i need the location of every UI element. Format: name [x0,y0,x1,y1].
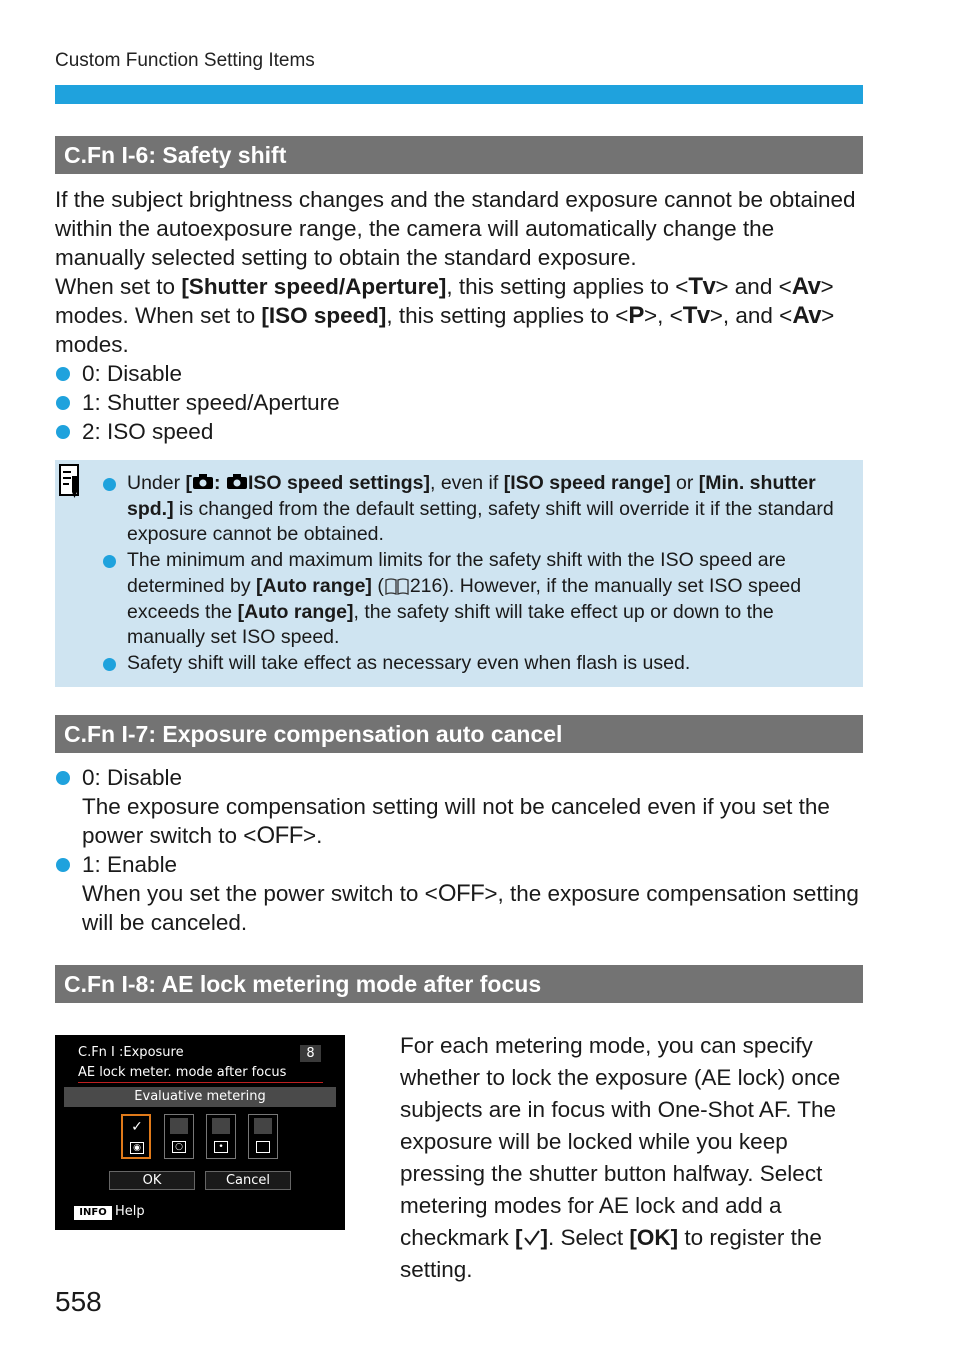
bullet-icon [103,478,116,491]
partial-metering-checkbox[interactable] [164,1114,194,1159]
checkmark-icon [523,1229,541,1247]
page-number: 558 [55,1286,102,1317]
list-item: 0: Disable [55,359,865,388]
spot-metering-checkbox[interactable] [206,1114,236,1159]
section-header-ae-lock-metering: C.Fn I-8: AE lock metering mode after focus [55,965,863,1003]
note-item: Under [ : ISO speed settings], even if [ISO speed range] or [Min. shutter spd.] is changed from the default setting, safety shift will override it if the standard exposure cannot be obtained. [102,471,854,548]
memo-pencil-icon [59,464,81,500]
help-label: Help [115,1204,145,1219]
av-mode-icon: Av [791,273,821,300]
evaluative-metering-icon: ◉ [130,1142,144,1154]
center-weighted-metering-icon [256,1141,270,1153]
book-reference-icon [384,577,410,595]
info-button-icon: INFO [74,1206,112,1220]
safety-shift-description [55,185,865,446]
list-item: 0: Disable The exposure compensation setting will not be canceled even if you set the power switch to <OFF>. [55,763,865,850]
bullet-icon [56,367,70,381]
partial-metering-icon: ○ [172,1141,186,1153]
power-off-icon: OFF [256,822,303,849]
list-item: 1: Enable When you set the power switch to <OFF>, the exposure compensation setting will be canceled. [55,850,865,937]
list-item: 1: Shutter speed/Aperture [55,388,865,417]
ok-button[interactable]: OK [109,1171,195,1190]
checkmark-icon: ✓ [128,1119,146,1135]
screen-title: C.Fn I :Exposure [78,1045,184,1060]
bullet-icon [56,771,70,785]
section-header-exposure-comp-auto-cancel: C.Fn I-7: Exposure compensation auto cancel [55,715,863,753]
screen-subtitle: AE lock meter. mode after focus [78,1065,287,1080]
safety-shift-options [55,359,865,446]
section-header-safety-shift: C.Fn I-6: Safety shift [55,136,863,174]
divider [78,1082,323,1083]
camera-icon [226,474,248,490]
p-mode-icon: P [628,302,644,329]
bullet-icon [56,425,70,439]
power-off-icon: OFF [437,880,485,907]
note-item: The minimum and maximum limits for the safety shift with the ISO speed are determined by [Auto range] ( 216). However, if the manually set ISO speed exceeds the [Auto range], the safety shift will take effect up or down to the manually set ISO speed. [102,548,854,651]
bullet-icon [103,555,116,568]
camera-icon [192,474,214,490]
note-box [55,460,863,687]
running-head: Custom Function Setting Items [55,50,315,71]
camera-menu-screenshot [55,1035,345,1230]
tv-mode-icon: Tv [688,273,716,300]
bullet-icon [56,858,70,872]
tv-mode-icon: Tv [682,302,710,329]
function-number: 8 [300,1045,321,1062]
exposure-comp-options [55,763,865,937]
list-item: 2: ISO speed [55,417,865,446]
evaluative-metering-checkbox[interactable] [121,1114,151,1159]
av-mode-icon: Av [792,302,822,329]
note-item: Safety shift will take effect as necessary even when flash is used. [102,651,854,677]
safety-shift-para2: When set to [Shutter speed/Aperture], this setting applies to <Tv> and <Av> modes. When set to [ISO speed], this setting applies to <P>, <Tv>, and <Av> modes. [55,273,835,357]
safety-shift-para1: If the subject brightness changes and the standard exposure cannot be obtained within the autoexposure range, the camera will automatically change the manually selected setting to obtain the standard exposure. [55,187,856,270]
metering-mode-label: Evaluative metering [64,1087,336,1107]
spot-metering-icon: • [214,1141,228,1153]
center-weighted-metering-checkbox[interactable] [248,1114,278,1159]
cancel-button[interactable]: Cancel [205,1171,291,1190]
ae-lock-description: For each metering mode, you can specify whether to lock the exposure (AE lock) once subjects are in focus with One-Shot AF. The exposure will be locked while you keep pressing the shutter button halfway. Select metering modes for AE lock and add a checkmark [ ]. Select [OK] to register the setting. [400,1033,841,1282]
top-accent-bar [55,85,863,104]
bullet-icon [103,658,116,671]
bullet-icon [56,396,70,410]
